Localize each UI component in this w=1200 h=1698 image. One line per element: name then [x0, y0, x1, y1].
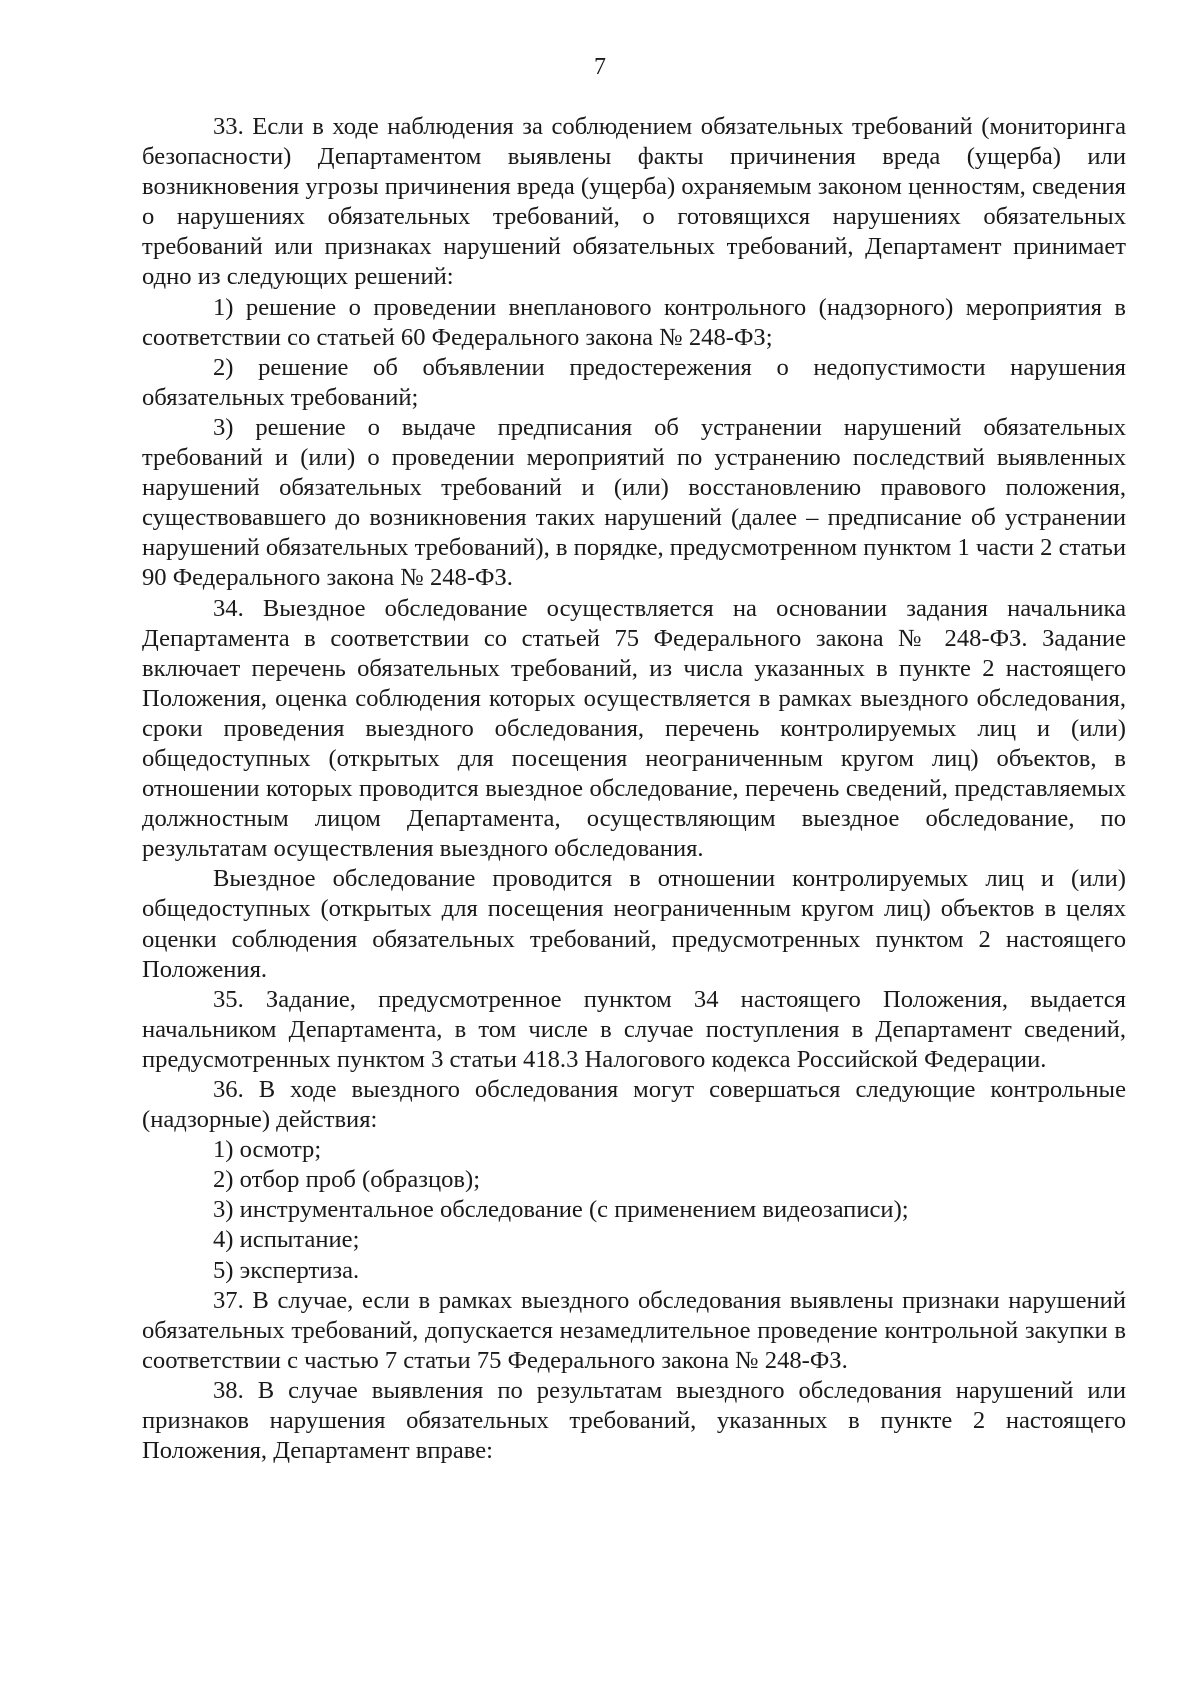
paragraph-34: 34. Выездное обследование осуществляется на основании задания начальника Департамента в соответствии со статьей 75 Федерального закона № 248-ФЗ. Задание включает перечень обязательных требований, из числа указанных в пункте 2 настоящего Положения, оценка соблюдения которых осуществляется в рамках выездного обследования, сроки проведения выездного обследования, перечень контролируемых лиц и (или) общедоступных (открытых для посещения неограниченным кругом лиц) объектов, в отношении которых проводится выездное обследование, перечень сведений, представляемых должностным лицом Департамента, осуществляющим выездное обследование, по результатам осуществления выездного обследования.: [142, 594, 1126, 863]
paragraph-34-continued: Выездное обследование проводится в отношении контролируемых лиц и (или) общедоступных (открытых для посещения неограниченным кругом лиц) объектов в целях оценки соблюдения обязательных требований, предусмотренных пунктом 2 настоящего Положения.: [142, 865, 1126, 983]
list-item-36-2: 2) отбор проб (образцов);: [213, 1166, 481, 1194]
paragraph-35: 35. Задание, предусмотренное пунктом 34 настоящего Положения, выдается начальником Департамента, в том числе в случае поступления в Департамент сведений, предусмотренных пунктом 3 статьи 418.3 Налогового кодекса Российской Федерации.: [142, 985, 1126, 1073]
paragraph-36: 36. В ходе выездного обследования могут совершаться следующие контрольные (надзорные) действия:: [142, 1076, 1126, 1134]
list-item-33-1: 1) решение о проведении внепланового контрольного (надзорного) мероприятия в соответствии со статьей 60 Федерального закона № 248-ФЗ;: [142, 293, 1126, 351]
paragraph-37: 37. В случае, если в рамках выездного обследования выявлены признаки нарушений обязательных требований, допускается незамедлительное проведение контрольной закупки в соответствии с частью 7 статьи 75 Федерального закона № 248-ФЗ.: [142, 1286, 1126, 1374]
paragraph-33: 33. Если в ходе наблюдения за соблюдением обязательных требований (мониторинга безопасности) Департаментом выявлены факты причинения вреда (ущерба) или возникновения угрозы причинения вреда (ущерба) охраняемым законом ценностям, сведения о нарушениях обязательных требований, о готовящихся нарушениях обязательных требований или признаках нарушений обязательных требований, Департамент принимает одно из следующих решений:: [142, 113, 1126, 291]
list-item-33-3: 3) решение о выдаче предписания об устранении нарушений обязательных требований и (или) о проведении мероприятий по устранению последствий выявленных нарушений обязательных требований и (или) восстановлению правового положения, существовавшего до возникновения таких нарушений (далее – предписание об устранении нарушений обязательных требований), в порядке, предусмотренном пунктом 1 части 2 статьи 90 Федерального закона № 248-ФЗ.: [142, 413, 1126, 592]
paragraph-38: 38. В случае выявления по результатам выездного обследования нарушений или признаков нарушения обязательных требований, указанных в пункте 2 настоящего Положения, Департамент вправе:: [142, 1376, 1126, 1465]
document-body: [142, 112, 1126, 1466]
list-item-36-1: 1) осмотр;: [213, 1136, 322, 1164]
page-number: 7: [594, 54, 606, 80]
list-item-36-3: 3) инструментальное обследование (с применением видеозаписи);: [213, 1196, 909, 1224]
list-item-33-2: 2) решение об объявлении предостережения о недопустимости нарушения обязательных требований;: [142, 353, 1126, 411]
list-item-36-4: 4) испытание;: [213, 1226, 360, 1254]
list-item-36-5: 5) экспертиза.: [213, 1256, 360, 1284]
